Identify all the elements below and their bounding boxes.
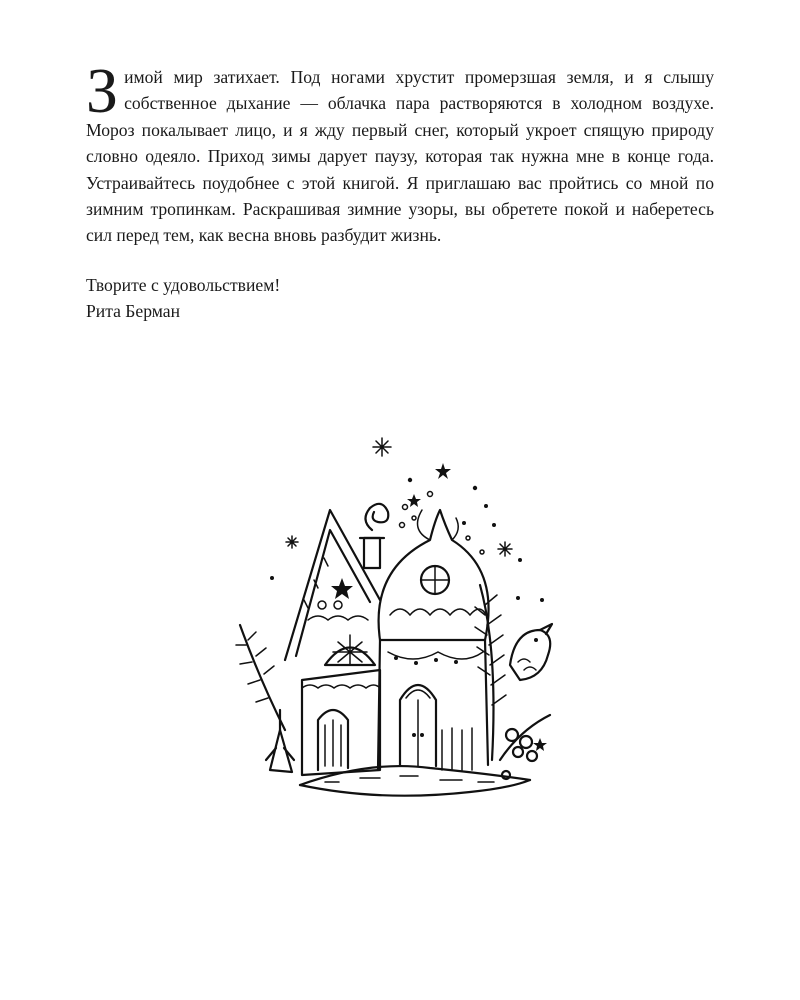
winter-houses-illustration bbox=[230, 430, 580, 820]
signoff bbox=[86, 272, 280, 324]
drop-cap: З bbox=[86, 55, 119, 126]
paragraph-text: имой мир затихает. Под ногами хрустит промерзшая земля, и я слышу собственное дыхание — облачка пара растворяются в холодном воздухе. Мороз покалывает лицо, и я жду первый снег, который укроет спящую природу словно одеяло. Приход зимы дарует паузу, которая так нужна мне в конце года. Устраивайтесь поудобнее с этой книгой. Я приглашаю вас пройтись со мной по зимним тропинкам. Раскрашивая зимние узоры, вы обретете покой и наберетесь сил перед тем, как весна вновь разбудит жизнь. bbox=[86, 67, 714, 246]
winter-houses-icon bbox=[230, 430, 580, 820]
author-name: Рита Берман bbox=[86, 301, 180, 321]
intro-paragraph bbox=[86, 55, 714, 249]
closing-line: Творите с удовольствием! bbox=[86, 275, 281, 295]
